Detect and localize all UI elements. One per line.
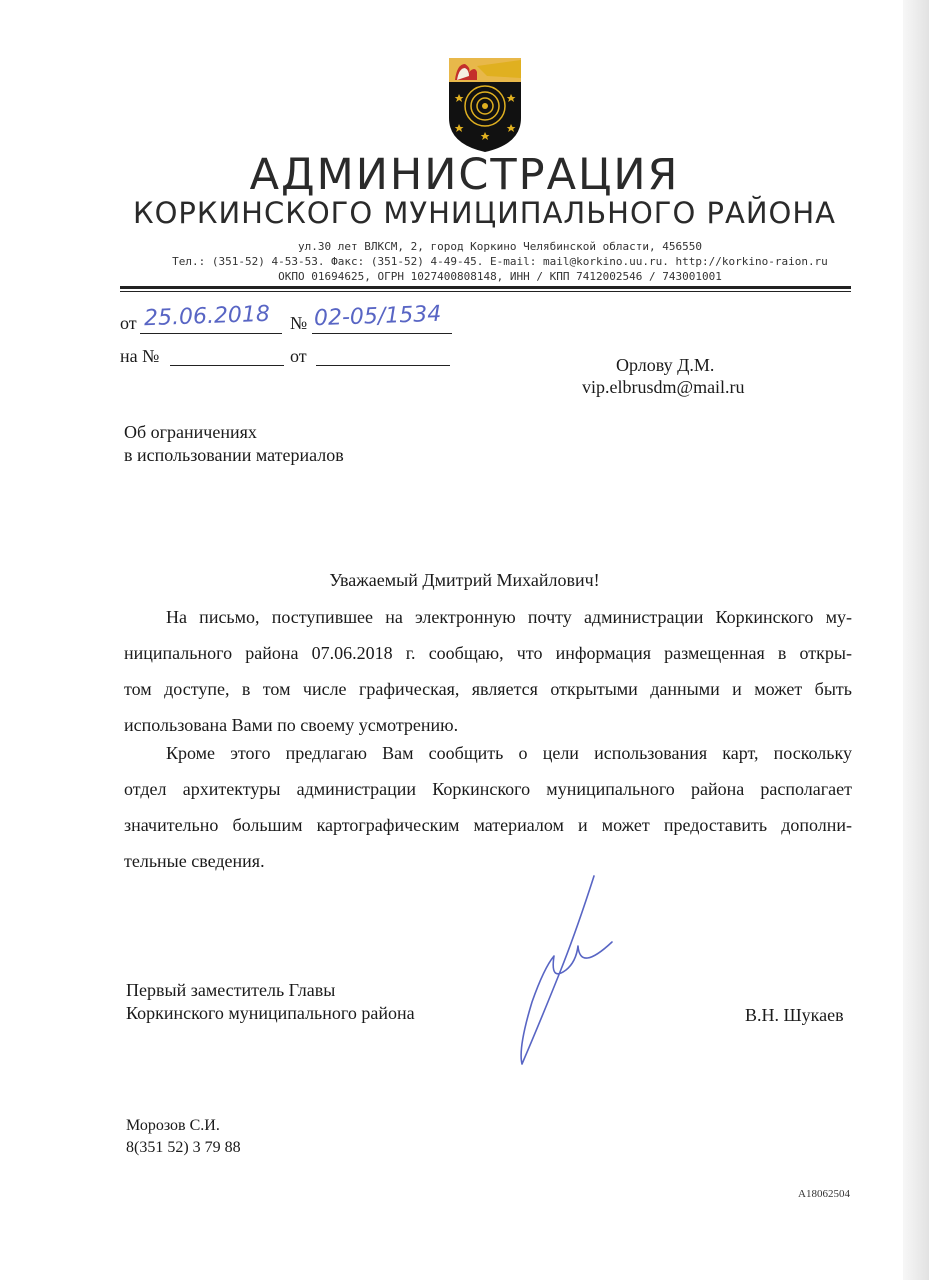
- paragraph-line: тельные сведения.: [124, 851, 265, 871]
- handwritten-date: 25.06.2018: [143, 301, 271, 332]
- number-underline: [312, 333, 452, 334]
- coat-of-arms-icon: [447, 56, 523, 154]
- date-underline: [140, 333, 282, 334]
- signer-name: В.Н. Шукаев: [745, 1005, 844, 1025]
- paragraph-2: [124, 735, 852, 879]
- paragraph-line: Кроме этого предлагаю Вам сообщить о цели использования карт, поскольку: [166, 743, 852, 763]
- handwritten-number: 02-05/1534: [313, 301, 442, 332]
- paragraph-line: ниципального района 07.06.2018 г. сообщаю, что информация размещенная в откры-: [124, 643, 852, 663]
- address-line: ул.30 лет ВЛКСМ, 2, город Коркино Челябинской области, 456550: [298, 240, 702, 253]
- paragraph-line: использована Вами по своему усмотрению.: [124, 715, 459, 735]
- number-label: №: [290, 313, 308, 333]
- from-label: от: [120, 313, 137, 333]
- signer-position-line1: Первый заместитель Главы: [126, 980, 336, 1000]
- letterhead-rule-thin: [120, 291, 851, 292]
- letterhead-rule-thick: [120, 286, 851, 289]
- reply-number-label: на №: [120, 346, 160, 366]
- org-title-line2: КОРКИНСКОГО МУНИЦИПАЛЬНОГО РАЙОНА: [133, 196, 836, 230]
- subject-line1: Об ограничениях: [124, 422, 257, 442]
- requisites-line: ОКПО 01694625, ОГРН 1027400808148, ИНН / КПП 7412002546 / 743001001: [278, 270, 722, 283]
- contacts-line: Тел.: (351-52) 4-53-53. Факс: (351-52) 4-49-45. E-mail: mail@korkino.uu.ru. http://korkino-raion.ru: [172, 255, 828, 268]
- reply-from-underline: [316, 365, 450, 366]
- org-title-line1: АДМИНИСТРАЦИЯ: [249, 150, 680, 200]
- paragraph-1: [124, 599, 852, 743]
- paragraph-line: значительно большим картографическим материалом и может предоставить дополни-: [124, 815, 852, 835]
- signature-icon: [510, 872, 620, 1068]
- paragraph-line: На письмо, поступившее на электронную почту администрации Коркинского му-: [166, 607, 852, 627]
- paragraph-line: отдел архитектуры администрации Коркинского муниципального района располагает: [124, 779, 852, 799]
- signer-position-line2: Коркинского муниципального района: [126, 1003, 415, 1023]
- document-code: А18062504: [798, 1188, 850, 1200]
- recipient-name: Орлову Д.М.: [616, 355, 715, 375]
- executor-name: Морозов С.И.: [126, 1117, 220, 1134]
- paragraph-line: том доступе, в том числе графическая, является открытыми данными и может быть: [124, 679, 852, 699]
- executor-phone: 8(351 52) 3 79 88: [126, 1139, 241, 1156]
- recipient-email: vip.elbrusdm@mail.ru: [582, 377, 745, 397]
- reply-number-underline: [170, 365, 284, 366]
- subject-line2: в использовании материалов: [124, 445, 344, 465]
- salutation: Уважаемый Дмитрий Михайлович!: [329, 570, 600, 590]
- reply-from-label: от: [290, 346, 307, 366]
